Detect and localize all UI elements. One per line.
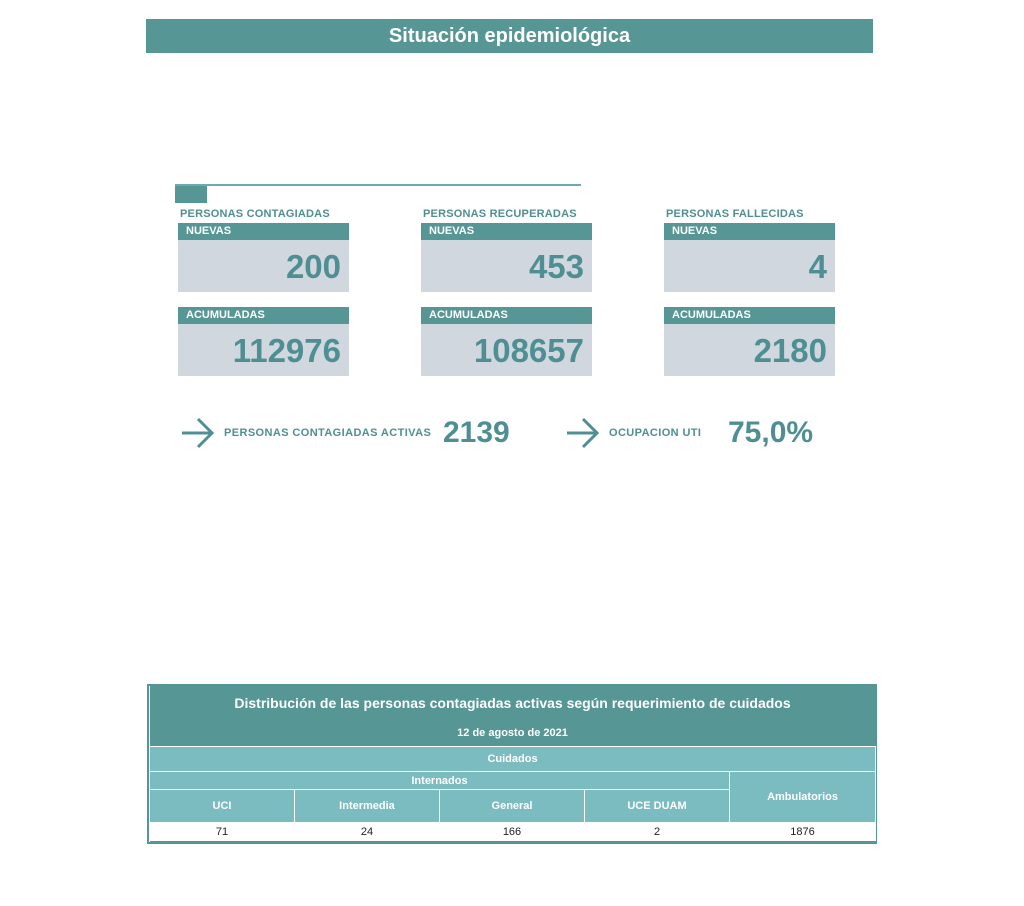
accent-line [175,184,581,186]
card-value: 200 [178,240,349,292]
card-header: NUEVAS [178,223,349,240]
summary-uti-label: OCUPACION UTI [609,427,702,439]
card-header: ACUMULADAS [178,307,349,324]
arrow-right-icon [565,416,601,450]
summary-uti [565,416,701,450]
card-contagiadas-nuevas [178,223,349,292]
card-value: 453 [421,240,592,292]
card-value: 112976 [178,324,349,376]
accent-block [175,186,207,203]
table-cell: 166 [440,823,585,842]
table-col-general: General [440,790,585,823]
group-title-fallecidas: PERSONAS FALLECIDAS [666,208,804,220]
group-recuperadas [421,208,592,378]
card-header: ACUMULADAS [421,307,592,324]
card-fallecidas-nuevas [664,223,835,292]
table-col-uci: UCI [150,790,295,823]
card-header: NUEVAS [421,223,592,240]
table-ambulatorios: Ambulatorios [730,772,876,823]
summary-activas-value: 2139 [443,416,510,449]
card-contagiadas-acumuladas [178,307,349,376]
table-cell: 2 [585,823,730,842]
page-title: Situación epidemiológica [146,19,873,53]
summary-activas [180,416,431,450]
card-header: ACUMULADAS [664,307,835,324]
group-contagiadas [178,208,349,378]
card-value: 4 [664,240,835,292]
care-distribution-table [147,684,877,844]
card-header: NUEVAS [664,223,835,240]
table-title: Distribución de las personas contagiadas activas según requerimiento de cuidados [150,686,876,720]
table-date: 12 de agosto de 2021 [150,720,876,747]
table-col-uce-duam: UCE DUAM [585,790,730,823]
card-value: 108657 [421,324,592,376]
card-fallecidas-acumuladas [664,307,835,376]
arrow-right-icon [180,416,216,450]
table-cell: 24 [295,823,440,842]
group-title-contagiadas: PERSONAS CONTAGIADAS [180,208,330,220]
table-cell: 71 [150,823,295,842]
table-row [150,823,876,842]
table-col-intermedia: Intermedia [295,790,440,823]
card-value: 2180 [664,324,835,376]
table-cell: 1876 [730,823,876,842]
table-cuidados: Cuidados [150,747,876,772]
card-recuperadas-acumuladas [421,307,592,376]
summary-activas-label: PERSONAS CONTAGIADAS ACTIVAS [224,427,432,439]
group-title-recuperadas: PERSONAS RECUPERADAS [423,208,577,220]
summary-uti-value: 75,0% [728,416,814,449]
card-recuperadas-nuevas [421,223,592,292]
table-internados: Internados [150,772,730,790]
group-fallecidas [664,208,835,378]
